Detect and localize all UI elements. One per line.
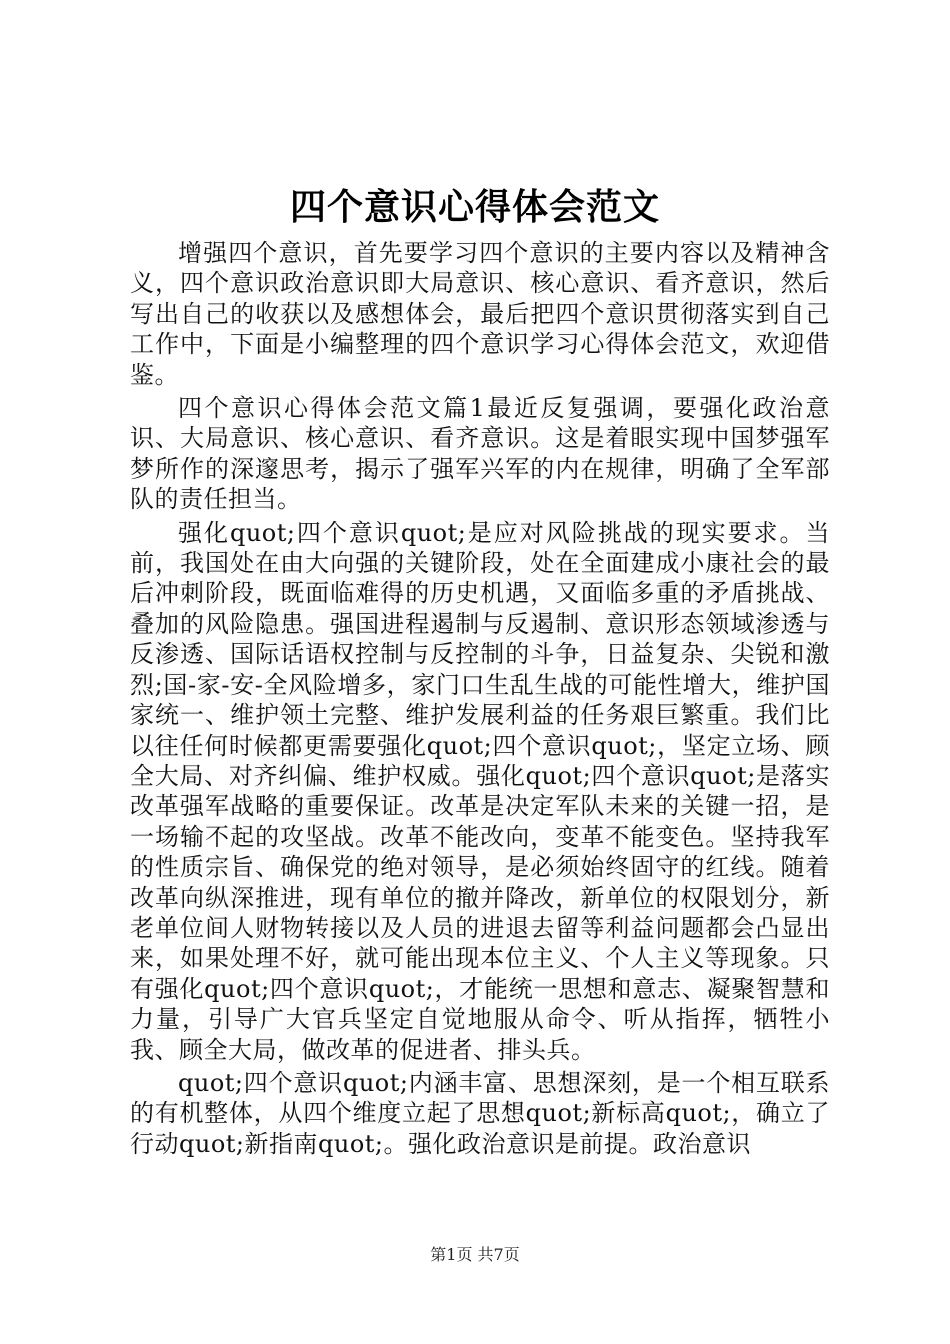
page-number: 第1页 共7页 [430, 1245, 520, 1264]
paragraph-risk-challenges: 强化quot;四个意识quot;是应对风险挑战的现实要求。当前，我国处在由大向强的关键阶段，处在全面建成小康社会的最后冲刺阶段，既面临难得的历史机遇，又面临多重的矛盾挑战、叠加的风险隐患。强国进程遏制与反遏制、意识形态领域渗透与反渗透、国际话语权控制与反控制的斗争，日益复杂、尖锐和激烈;国-家-安-全风险增多，家门口生乱生战的可能性增大，维护国家统一、维护领土完整、维护发展利益的任务艰巨繁重。我们比以往任何时候都更需要强化quot;四个意识quot;，坚定立场、顾全大局、对齐纠偏、维护权威。强化quot;四个意识quot;是落实改革强军战略的重要保证。改革是决定军队未来的关键一招，是一场输不起的攻坚战。改革不能改向，变革不能变色。坚持我军的性质宗旨、确保党的绝对领导，是必须始终固守的红线。随着改革向纵深推进，现有单位的撤并降改，新单位的权限划分，新老单位间人财物转接以及人员的进退去留等利益问题都会凸显出来，如果处理不好，就可能出现本位主义、个人主义等现象。只有强化quot;四个意识quot;，才能统一思想和意志、凝聚智慧和力量，引导广大官兵坚定自觉地服从命令、听从指挥，牺牲小我、顾全大局，做改革的促进者、排头兵。 [130, 518, 830, 1064]
paragraph-intro: 增强四个意识，首先要学习四个意识的主要内容以及精神含义，四个意识政治意识即大局意识、核心意识、看齐意识，然后写出自己的收获以及感想体会，最后把四个意识贯彻落实到自己工作中，下面是小编整理的四个意识学习心得体会范文，欢迎借鉴。 [130, 239, 830, 389]
paragraph-connotation: quot;四个意识quot;内涵丰富、思想深刻，是一个相互联系的有机整体，从四个维度立起了思想quot;新标高quot;，确立了行动quot;新指南quot;。强化政治意识是前提。政治意识 [130, 1068, 830, 1158]
paragraph-essay-1: 四个意识心得体会范文篇1最近反复强调，要强化政治意识、大局意识、核心意识、看齐意识。这是着眼实现中国梦强军梦所作的深邃思考，揭示了强军兴军的内在规律，明确了全军部队的责任担当。 [130, 394, 830, 514]
document-body [130, 238, 830, 1159]
document-title: 四个意识心得体会范文 [289, 187, 660, 228]
